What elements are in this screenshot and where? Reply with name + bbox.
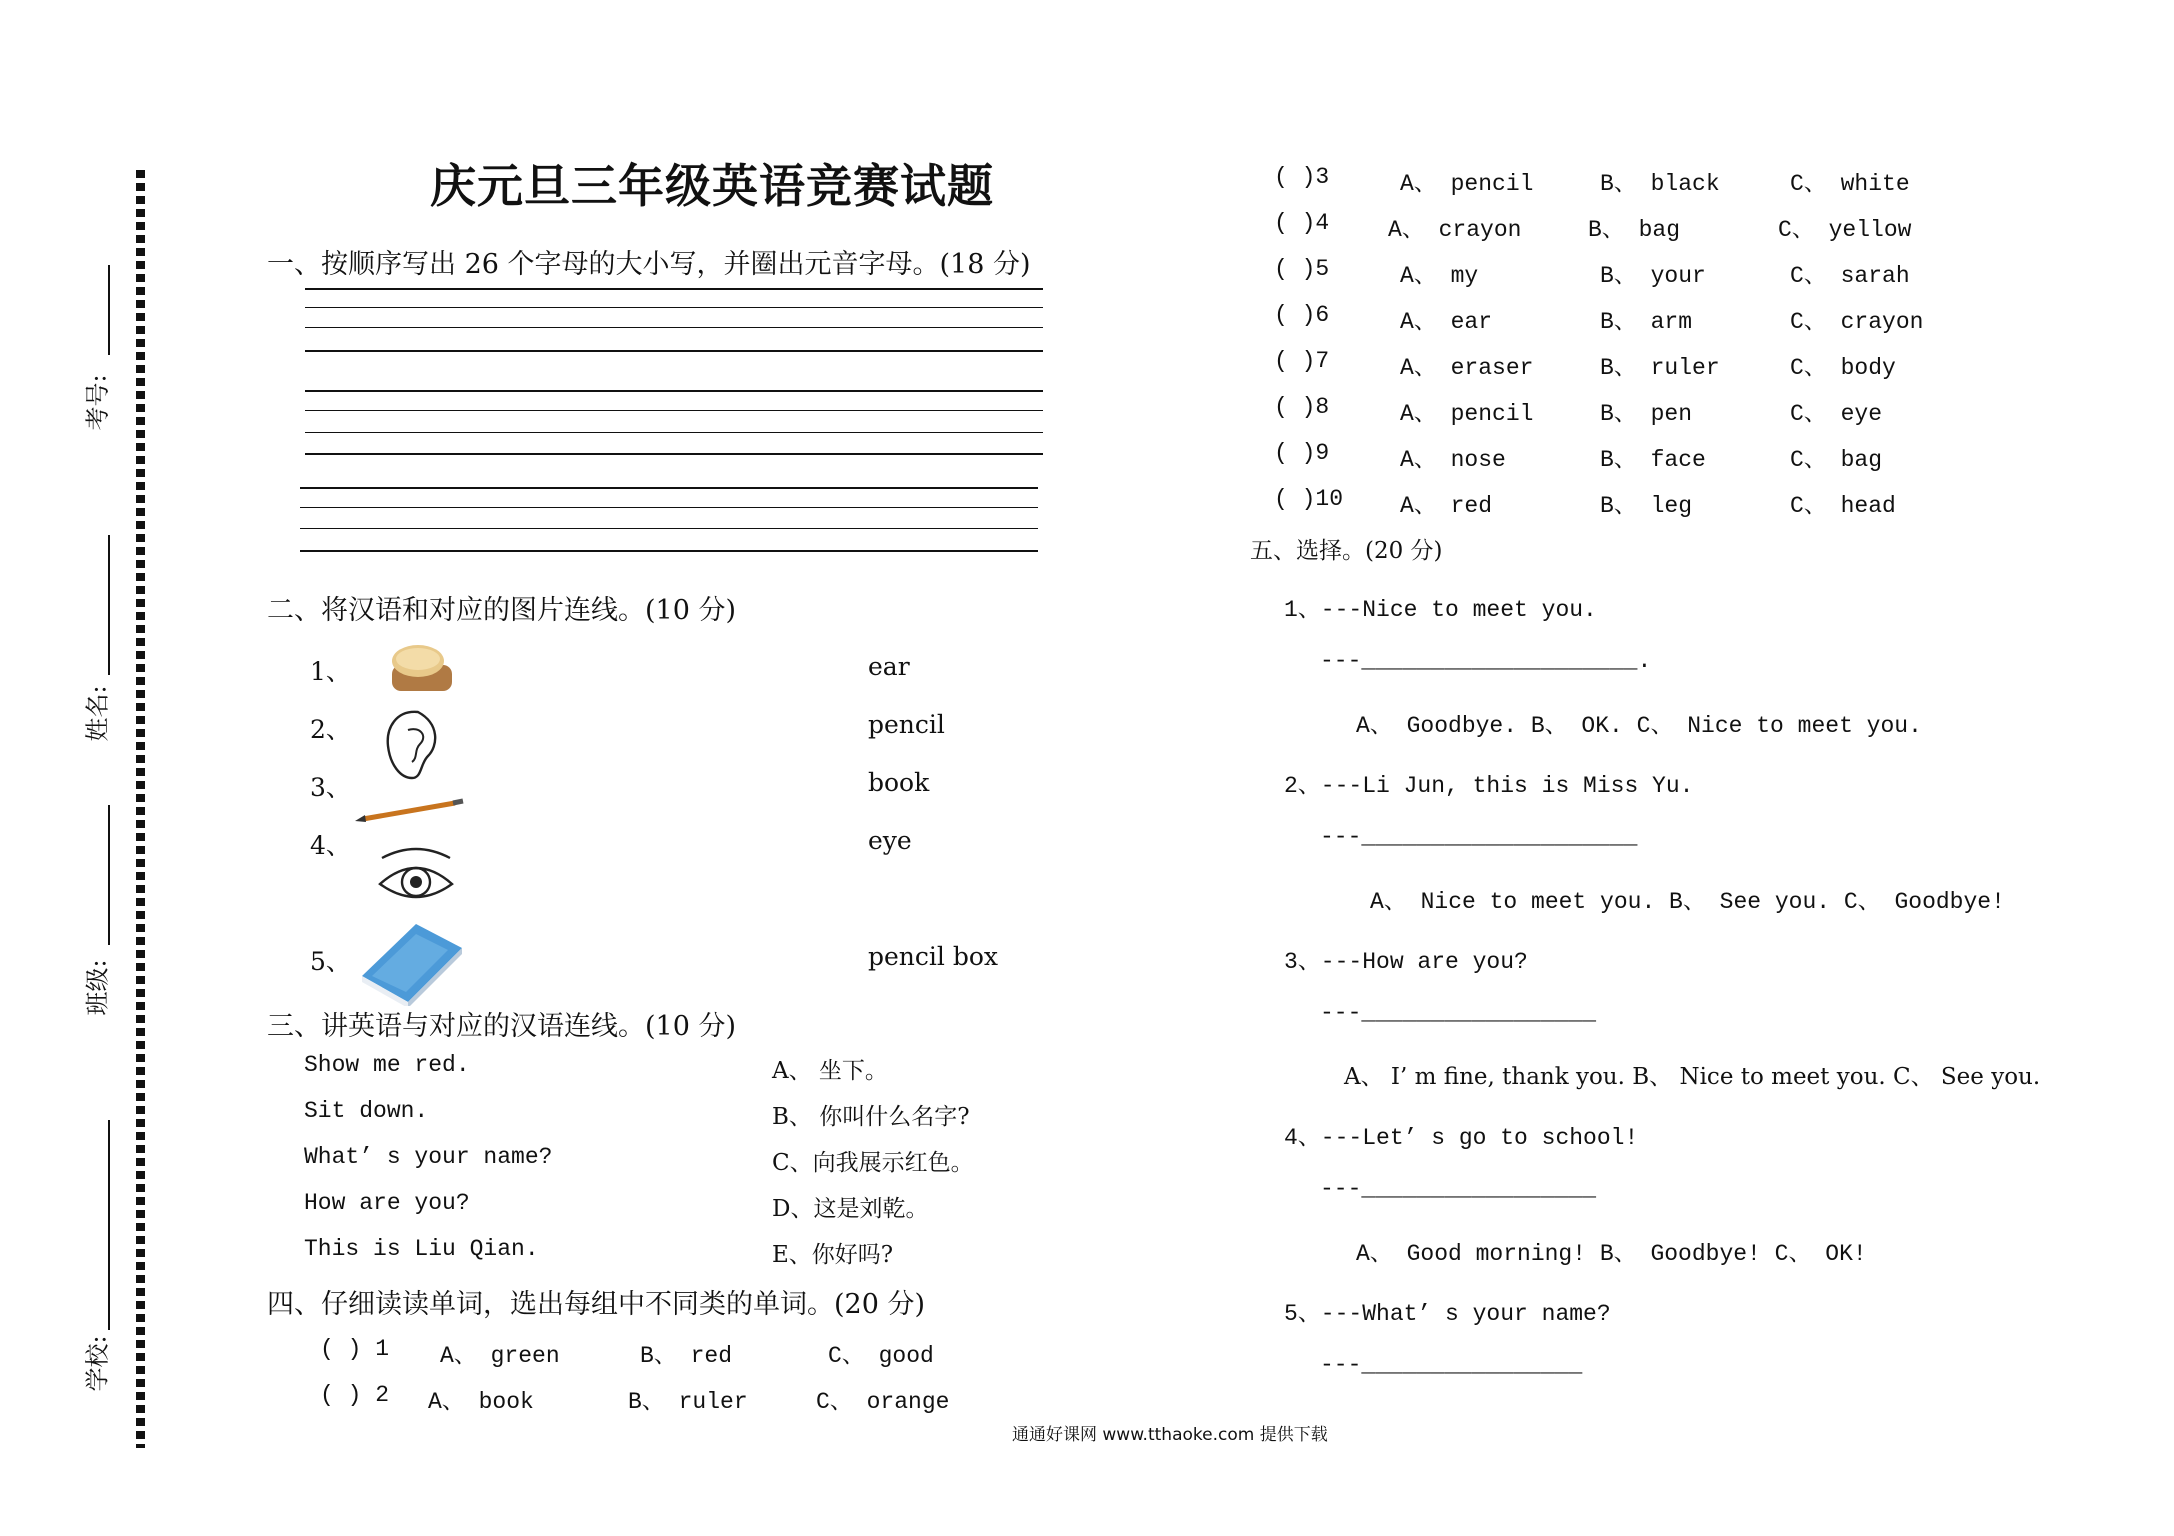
dialog-question: 1、---Nice to meet you. [1284,597,1597,623]
option-b: B、 pen [1600,401,1693,427]
option-c: C、 white [1790,171,1910,197]
answer-blank[interactable]: ---_________________ [1320,1000,1597,1026]
option-a: A、 green [440,1343,560,1369]
question-number: ( )7 [1274,348,1330,374]
section5-heading: 五、选择。(20 分) [1250,538,1443,564]
match-word: ear [868,652,910,681]
option-a: A、 ear [1400,309,1493,335]
answer-blank[interactable]: ---________________ [1320,1352,1583,1378]
school-blank[interactable] [108,1120,110,1330]
option-a: A、 red [1400,493,1493,519]
answer-options: A、 Goodbye. B、 OK. C、 Nice to meet you. [1356,713,1922,739]
english-sentence: Show me red. [304,1052,470,1078]
chinese-option: C、向我展示红色。 [772,1150,974,1176]
option-b: B、 your [1600,263,1706,289]
answer-options: A、 Good morning! B、 Goodbye! C、 OK! [1356,1241,1867,1267]
question-number: ( )6 [1274,302,1330,328]
option-a: A、 pencil [1400,171,1534,197]
english-sentence: This is Liu Qian. [304,1236,539,1262]
dialog-question: 3、---How are you? [1284,949,1528,975]
option-a: A、 book [428,1389,534,1415]
section3-heading: 三、讲英语与对应的汉语连线。(10 分) [267,1011,737,1042]
match-number: 5、 [310,947,351,976]
exam-number-blank[interactable] [108,265,110,355]
dialog-question: 5、---What’ s your name? [1284,1301,1611,1327]
dialog-question: 2、---Li Jun, this is Miss Yu. [1284,773,1694,799]
class-label: 班级: [83,959,112,1016]
section2-heading: 二、将汉语和对应的图片连线。(10 分) [267,595,737,626]
option-a: A、 eraser [1400,355,1534,381]
question-number: ( )8 [1274,394,1330,420]
match-number: 4、 [310,831,351,860]
pencil-icon [355,795,465,825]
option-c: C、 sarah [1790,263,1910,289]
option-b: B、 arm [1600,309,1693,335]
match-number: 2、 [310,715,351,744]
option-b: B、 face [1600,447,1706,473]
chinese-option: E、你好吗? [772,1242,894,1268]
binding-dotted-line [136,170,145,1448]
chinese-option: D、这是刘乾。 [772,1196,929,1222]
class-blank[interactable] [108,805,110,945]
chinese-option: A、 坐下。 [772,1058,888,1084]
question-number: ( )4 [1274,210,1330,236]
answer-options: A、 Nice to meet you. B、 See you. C、 Goodbye! [1370,889,2005,915]
question-number: ( ) 1 [320,1336,390,1362]
question-number: ( )10 [1274,486,1344,512]
match-number: 3、 [310,773,351,802]
option-a: A、 crayon [1388,217,1522,243]
option-b: B、 red [640,1343,733,1369]
option-b: B、 black [1600,171,1720,197]
chinese-option: B、 你叫什么名字? [772,1104,970,1130]
eye-icon [376,840,456,912]
english-sentence: What’ s your name? [304,1144,553,1170]
question-number: ( )9 [1274,440,1330,466]
name-label: 姓名: [83,685,112,742]
option-b: B、 ruler [628,1389,748,1415]
match-word: eye [868,826,912,855]
option-c: C、 crayon [1790,309,1924,335]
question-number: ( )5 [1274,256,1330,282]
section4-heading: 四、仔细读读单词，选出每组中不同类的单词。(20 分) [267,1289,926,1320]
section1-heading: 一、按顺序写出 26 个字母的大小写，并圈出元音字母。(18 分) [267,249,1031,280]
answer-blank[interactable]: ---____________________ [1320,824,1638,850]
match-number: 1、 [310,657,351,686]
option-a: A、 my [1400,263,1479,289]
option-c: C、 yellow [1778,217,1912,243]
footer-credit: 通通好课网 www.tthaoke.com 提供下载 [1012,1425,1328,1445]
answer-options: A、 I’ m fine, thank you. B、 Nice to meet you. C、 See you. [1344,1064,2041,1090]
match-word: book [868,768,930,797]
page-title: 庆元旦三年级英语竞赛试题 [430,159,994,213]
name-blank[interactable] [108,535,110,675]
option-a: A、 nose [1400,447,1506,473]
match-word: pencil box [868,942,998,971]
option-c: C、 good [828,1343,934,1369]
english-sentence: Sit down. [304,1098,429,1124]
exam-number-label: 考号: [83,374,112,431]
option-b: B、 ruler [1600,355,1720,381]
option-c: C、 orange [816,1389,950,1415]
option-c: C、 bag [1790,447,1883,473]
answer-blank[interactable]: ---_________________ [1320,1176,1597,1202]
option-a: A、 pencil [1400,401,1534,427]
option-c: C、 body [1790,355,1896,381]
match-word: pencil [868,710,945,739]
question-number: ( )3 [1274,164,1330,190]
english-sentence: How are you? [304,1190,470,1216]
option-b: B、 bag [1588,217,1681,243]
option-c: C、 head [1790,493,1896,519]
answer-blank[interactable]: ---____________________. [1320,648,1652,674]
school-label: 学校: [83,1335,112,1392]
eraser-icon [380,637,460,699]
question-number: ( ) 2 [320,1382,390,1408]
ear-icon [378,706,444,786]
dialog-question: 4、---Let’ s go to school! [1284,1125,1639,1151]
option-c: C、 eye [1790,401,1883,427]
book-icon [352,916,468,1006]
option-b: B、 leg [1600,493,1693,519]
